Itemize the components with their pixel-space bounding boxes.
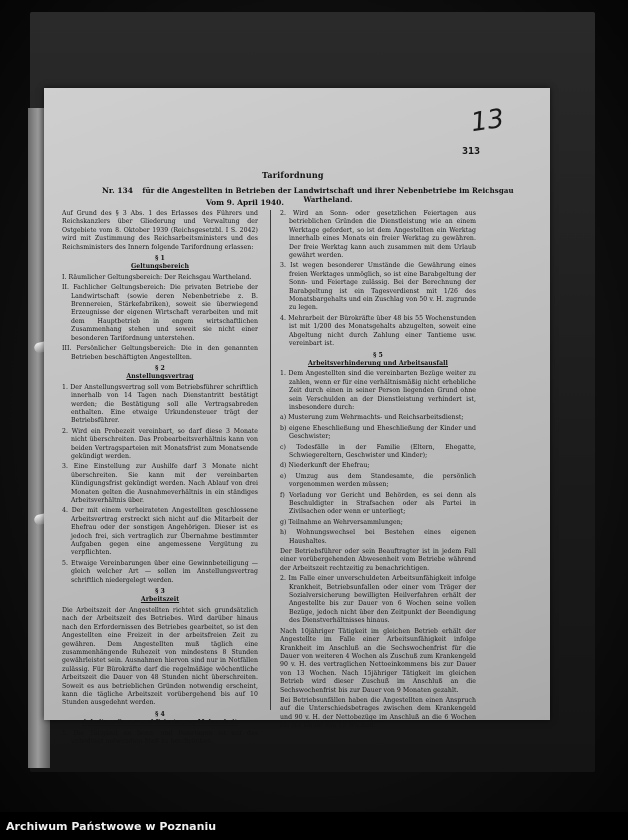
paragraph: g) Teilnahme an Wehrversammlungen; <box>280 518 403 526</box>
paragraph: Die Arbeitszeit der Angestellten richtet sich grundsätzlich nach der Arbeitszeit des Betriebes. Wird darüber hinaus nach den Erfordernissen des Betriebes gearbeitet, so ist den Angestellten eine Freizeit in der arbeitsfreien Zeit zu gewähren. Dem Angestellten muß täglich eine zusammenhängende Ruhezeit von mindestens 8 Stunden gewährleistet sein. Ausnahmen hiervon sind nur in Notfällen zulässig. Für Bürokräfte darf die regelmäßige wöchentliche Arbeitszeit die Dauer von 48 Stunden nicht überschreiten. Soweit es aus betrieblichen Gründen notwendig erscheint, kann die tägliche Arbeitszeit vorübergehend bis auf 10 Stunden ausgedehnt werden. <box>62 606 258 707</box>
section-heading: Geltungsbereich <box>130 263 190 271</box>
section-number: § 2 <box>155 364 165 372</box>
paragraph: 1. Der Anstellungsvertrag soll vom Betriebsführer schriftlich innerhalb von 14 Tagen nach Dienstantritt bestätigt werden; die Bestätigung soll alle Vertragsabreden enthalten. Eine etwaige Urkundensteuer trägt der Betriebsführer. <box>62 383 258 425</box>
paragraph: I. Räumlicher Geltungsbereich: Der Reichsgau Wartheland. <box>62 273 252 281</box>
text-column-left <box>62 210 258 748</box>
section-heading: Arbeit an Sonn- und Feiertagen, Mehrarbeit <box>82 719 238 727</box>
paragraph: Bei Betriebsunfällen haben die Angestellten einen Anspruch auf die Unterschiedsbetrages zwischen dem Krankengeld und 90 v. H. der Nettobezüge im Anschluß an die 6 Wochen bis zur Dauer von 13 Wochen. <box>280 696 476 730</box>
paragraph: III. Persönlicher Geltungsbereich: Die in den genannten Betrieben beschäftigten Angestellten. <box>62 345 258 361</box>
paragraph: Auf Grund des § 3 Abs. 1 des Erlasses des Führers und Reichskanzlers über Gliederung und Verwaltung der Ostgebiete vom 8. Oktober 1939 (Reichsgesetzbl. I S. 2042) wird mit Zustimmung des Reichsarbeitsministers und des Reichsministers des Innern folgende Tarifordnung erlassen: <box>62 210 258 251</box>
paragraph: b) eigene Eheschließung und Eheschließung der Kinder und Geschwister; <box>280 424 476 441</box>
document-number: Nr. 134 <box>102 186 133 195</box>
paragraph: Der Betriebsführer oder sein Beauftragter ist in jedem Fall einer vorübergehenden Abwesenheit vom Betriebe während der Arbeitszeit rechtzeitig zu benachrichtigen. <box>280 548 476 572</box>
section-heading: Arbeitszeit <box>140 596 180 604</box>
document-subtitle: für die Angestellten in Betrieben der Landwirtschaft und ihrer Nebenbetriebe im Reichsgau Wartheland. <box>142 186 514 204</box>
paragraph: 2. Im Falle einer unverschuldeten Arbeitsunfähigkeit infolge Krankheit, Betriebsunfallen oder einer vom Träger der Sozialversicherung bewilligten Heilverfahren erhält der Angestellte bis zur Dauer von 6 Wochen seine vollen Bezüge, jedoch nicht über den Zeitpunkt der Beendigung des Dienstverhältnisses hinaus. <box>280 575 476 625</box>
document-title: Tarifordnung <box>262 170 324 180</box>
paragraph: II. Fachlicher Geltungsbereich: Die privaten Betriebe der Landwirtschaft (sowie deren Nebenbetriebe z. B. Brennereien, Stärkefabriken), soweit sie überwiegend Erzeugnisse der eigenen Wirtschaft verarbeiten und mit dem Hauptbetrieb in engem wirtschaftlichen Zusammenhang stehen und soweit sie nicht einer besonderen Tarifordnung unterstehen. <box>62 284 258 342</box>
printed-page-number: 313 <box>461 146 480 157</box>
paragraph: 2. Wird an Sonn- oder gesetzlichen Feiertagen aus betrieblichen Gründen die Dienstleistung wie an einem Werktage gefordert, so ist dem Angestellten ein Werktag innerhalb eines Monats ein freier Werktag zu gewähren. Der freie Werktag kann auch zusammen mit dem Urlaub gewährt werden. <box>280 210 476 260</box>
section-number: § 1 <box>155 255 165 263</box>
paragraph: d) Niederkunft der Ehefrau; <box>280 462 370 470</box>
text-column-right <box>280 210 476 733</box>
paragraph: 1. Dem Angestellten sind die vereinbarten Bezüge weiter zu zahlen, wenn er für eine verhältnismäßig nicht erhebliche Zeit durch einen in seiner Person liegenden Grund ohne sein Verschulden an der Dienstleistung verhindert ist, insbesondere durch: <box>280 370 476 411</box>
paragraph: 4. Mehrarbeit der Bürokräfte über 48 bis 55 Wochenstunden ist mit 1/200 des Monatsgehalts abzugelten, soweit eine Abgeltung nicht durch Zahlung einer Tantieme usw. vereinbart ist. <box>280 314 476 348</box>
paragraph: f) Vorladung vor Gericht und Behörden, es sei denn als Beschuldigter in Strafsachen oder als Partei in Zivilsachen oder wenn er unterliegt; <box>280 491 476 516</box>
section-number: § 3 <box>155 588 165 596</box>
document-date: Vom 9. April 1940. <box>206 198 284 207</box>
paragraph: a) Musterung zum Wehrmachts- und Reichsarbeitsdienst; <box>280 414 464 422</box>
handwritten-folio-number: 13 <box>468 103 506 139</box>
paragraph: Nach 10jähriger Tätigkeit im gleichen Betrieb erhält der Angestellte im Falle einer Arbeitsunfähigkeit infolge Krankheit im Anschluß an die Sechswochenfrist für die Dauer von weiteren 4 Wochen als Zuschuß zum Krankengeld 90 v. H. des vertraglichen Nettoeinkommens bis zur Dauer von 13 Wochen. Nach 15jähriger Tätigkeit im gleichen Betrieb wird dieser Zuschuß im Anschluß an die Sechswochenfrist bis zur Dauer von 9 Monaten gezahlt. <box>280 627 476 694</box>
document-page <box>44 88 550 745</box>
section-number: § 5 <box>373 351 383 359</box>
paragraph: 1. Die Tätigkeit an Sonn- und Feiertagen ist auf das unbedingt notwendige Maß zu beschränken. <box>62 729 258 745</box>
paragraph: 4. Der mit einem verheirateten Angestellten geschlossene Arbeitsvertrag erstreckt sich nicht auf die Mitarbeit der Ehefrau oder der sonstigen Angehörigen. Dieser ist es jedoch frei, sich vertraglich zur Übernahme bestimmter Aufgaben gegen eine angemessene Vergütung zu verpflichten. <box>62 507 258 557</box>
paragraph: h) Wohnungswechsel bei Bestehen eines eigenen Haushaltes. <box>280 529 476 545</box>
paragraph: e) Umzug aus dem Standesamte, die persönlich vorgenommen werden müssen; <box>280 472 476 489</box>
paragraph: 2. Wird ein Probezeit vereinbart, so darf diese 3 Monate nicht überschreiten. Das Probearbeitsverhältnis kann von beiden Vertragsparteien mit Monatsfrist zum Monatsende gekündigt werden. <box>62 427 258 460</box>
paragraph: 5. Etwaige Vereinbarungen über eine Gewinnbeteiligung — gleich welcher Art — sollen im Anstellungsvertrag schriftlich niedergelegt werden. <box>62 559 258 584</box>
paragraph: 3. Ist wegen besonderer Umstände die Gewährung eines freien Werktages unmöglich, so ist eine Barabgeltung der Sonn- und Feiertage zulässig. Bei der Berechnung der Barabgeltung ist ein Tagesverdienst mit 1/26 des Monatsbargehalts und ein Zuschlag von 50 v. H. zugrunde zu legen. <box>280 262 476 312</box>
section-heading: Anstellungsvertrag <box>126 373 194 381</box>
archive-caption: Archiwum Państwowe w Poznaniu <box>6 820 217 833</box>
column-divider <box>270 210 271 710</box>
paragraph: 3. Eine Einstellung zur Aushilfe darf 3 Monate nicht überschreiten. Sie kann mit der vereinbarten Kündigungsfrist gekündigt werden. Nach Ablauf von drei Monaten gelten die Ausnahmeverhältnis in ein ständiges Arbeitsverhältnis über. <box>62 463 258 504</box>
section-number: § 4 <box>155 710 165 718</box>
section-heading: Arbeitsverhinderung und Arbeitsausfall <box>308 359 448 367</box>
paragraph: c) Todesfälle in der Familie (Eltern, Ehegatte, Schwiegereltern, Geschwister und Kinder); <box>280 443 476 459</box>
